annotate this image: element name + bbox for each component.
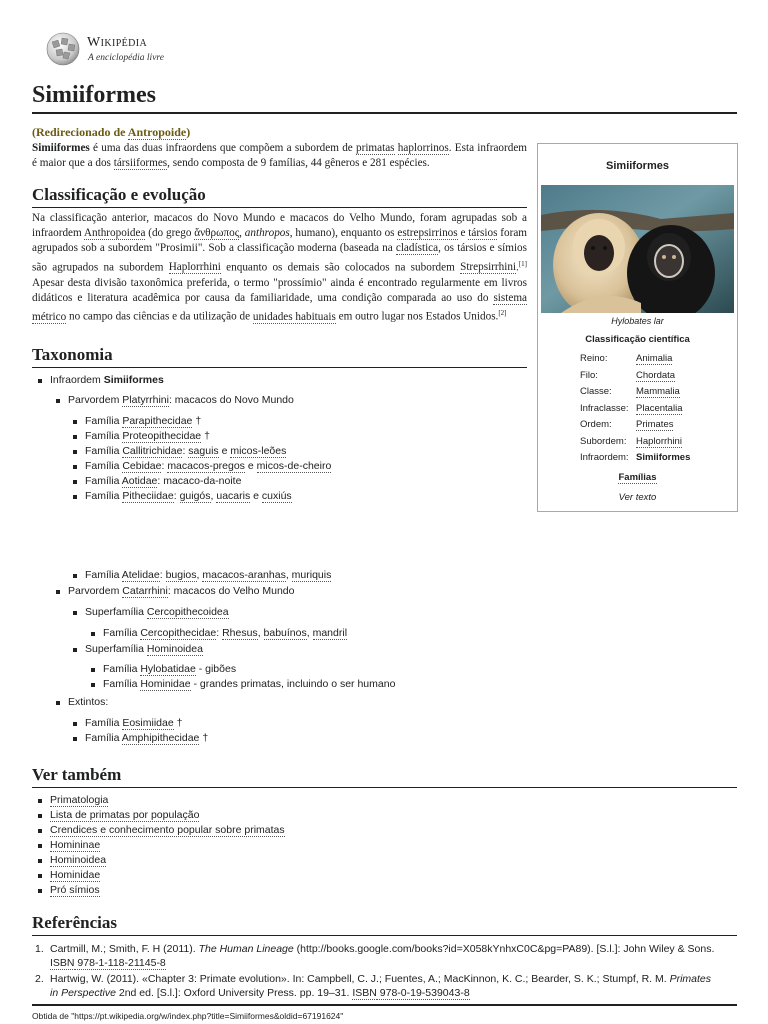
link-callitrichidae[interactable]: Callitrichidae (122, 445, 183, 457)
link-muriquis[interactable]: muriquis (291, 569, 332, 581)
intro-paragraph (32, 141, 527, 171)
text: , os társios e símios são agrupados na subordem (32, 242, 527, 274)
text: Infraordem (50, 374, 104, 386)
text: , (196, 569, 203, 581)
row-value: Simiiformes (636, 452, 691, 463)
link-proteopithecidae[interactable]: Proteopithecidae (122, 430, 202, 442)
infobox (537, 143, 738, 512)
infobox-row (580, 386, 735, 403)
text: Parvordem (68, 394, 123, 406)
list-item (67, 605, 229, 620)
text: Família (85, 732, 122, 744)
link-see-also[interactable]: Hominidae (50, 869, 101, 881)
infobox-row (580, 436, 735, 453)
link-platyrrhini[interactable]: Platyrrhini (122, 394, 169, 406)
list-item (67, 429, 331, 444)
text: , (210, 490, 217, 502)
link-macacos-aranhas[interactable]: macacos-aranhas (202, 569, 286, 581)
link-greek[interactable]: ἄνθρωπος (194, 227, 240, 240)
text: , (306, 627, 313, 639)
link-sistema-metrico[interactable]: sistema métrico (32, 291, 527, 323)
text: enquanto os demais são colocados na subordem (220, 261, 461, 274)
list-item[interactable] (32, 838, 285, 853)
link-guigos[interactable]: guigós (179, 490, 211, 502)
row-key: Infraclasse: (580, 402, 629, 414)
ref-2[interactable]: [2] (498, 308, 507, 317)
text: , humano), enquanto os (289, 227, 398, 240)
see-also-list (32, 793, 285, 898)
link-haplorrinos[interactable]: haplorrinos (397, 142, 449, 154)
text: Parvordem (68, 585, 123, 597)
footer-divider (32, 1004, 737, 1006)
text: Hartwig, W. (2011). «Chapter 3: Primate evolution». In: Campbell, C. J.; Fuentes, A.; MacKinnon, K. C.; Bearder, S. K.; Stumpf, R. M. (50, 973, 670, 985)
link-hominidae[interactable]: Hominidae (140, 678, 191, 690)
list-item[interactable] (32, 823, 285, 838)
text: Cartmill, M.; Smith, F. H (2011). (50, 943, 199, 955)
list-item (67, 459, 331, 474)
row-key: Infraordem: (580, 452, 629, 463)
text: Família (85, 430, 123, 442)
text: (do grego (145, 227, 195, 240)
wikipedia-logo[interactable] (46, 32, 186, 70)
references-list (32, 943, 722, 1003)
link-parapithecidae[interactable]: Parapithecidae (122, 415, 193, 427)
text: † (192, 415, 202, 427)
text: † (199, 732, 209, 744)
link-hylobatidae[interactable]: Hylobatidae (140, 663, 196, 675)
infobox-familias[interactable] (538, 472, 737, 483)
link-unidades-habituais[interactable]: unidades habituais (252, 310, 336, 323)
infobox-row (580, 403, 735, 420)
footer-source: Obtida de "https://pt.wikipedia.org/w/index.php?title=Simiiformes&oldid=67191624" (32, 1011, 344, 1021)
text: (http://books.google.com/books?id=X058kYnhxC0C&pg=PA89). [S.l.]: John Wiley & Sons. (293, 943, 715, 955)
text: foram agrupados sob a subordem "Prosimii". Sob a classificação moderna (baseada na (32, 227, 527, 255)
link-catarrhini[interactable]: Catarrhini (122, 585, 168, 597)
link-eosimiidae[interactable]: Eosimiidae (122, 717, 174, 729)
list-item (67, 731, 208, 746)
link-isbn[interactable]: ISBN (50, 956, 75, 969)
row-value[interactable]: Mammalia (636, 386, 680, 397)
list-item (67, 568, 331, 583)
infobox-rows (580, 353, 735, 469)
text: † (201, 430, 210, 442)
list-item (50, 393, 294, 408)
link-atelidae[interactable]: Atelidae (121, 569, 160, 581)
link-estrepsirrinos[interactable]: estrepsirrinos (397, 227, 458, 240)
link-cladistica[interactable]: cladística (395, 242, 439, 255)
ref-title[interactable]: The Human Lineage (198, 943, 294, 955)
text: Família (85, 717, 123, 729)
text: Família (103, 678, 141, 690)
list-item[interactable] (32, 883, 285, 898)
list-item (67, 642, 203, 657)
text: , sendo composta de 9 famílias, 44 gêneros e 281 espécies. (167, 157, 430, 170)
link-rhesus[interactable]: Rhesus (222, 627, 258, 639)
row-value[interactable]: Haplorrhini (636, 435, 682, 447)
taxonomy-list-6 (67, 605, 229, 620)
link-see-also[interactable]: Lista de primatas por população (50, 809, 200, 821)
ref-1[interactable]: [1] (518, 259, 527, 268)
taxonomy-list-7 (85, 626, 347, 641)
text: é uma das duas infraordens que compõem a subordem de (89, 142, 356, 154)
infobox-row (580, 370, 735, 387)
row-key: Ordem: (580, 419, 612, 430)
link-babuinos[interactable]: babuínos (263, 627, 307, 639)
text: : (182, 445, 189, 457)
reference-item (32, 943, 722, 970)
taxonomy-list-11 (67, 716, 208, 746)
text: , (239, 227, 245, 240)
list-item (32, 373, 164, 388)
text: no campo das ciências e da utilização de (66, 310, 253, 323)
text: : (216, 627, 223, 639)
text: Superfamília (85, 606, 147, 618)
text: : (159, 569, 166, 581)
text: Família (85, 460, 123, 472)
list-item[interactable] (32, 808, 285, 823)
text: Família (103, 663, 141, 675)
text: 2nd ed. [S.l.]: Oxford University Press. pp. 19–31. (115, 986, 353, 999)
list-item[interactable] (32, 868, 285, 883)
link-see-also[interactable]: Primatologia (50, 794, 109, 806)
link-haplorrhini[interactable]: Haplorrhini (168, 261, 221, 274)
link-primatas[interactable]: primatas (356, 142, 395, 154)
text-simiiformes: Simiiformes (103, 374, 164, 386)
list-item (67, 489, 331, 504)
list-item (67, 474, 331, 489)
text-anthropos: anthropos (244, 227, 290, 240)
heading-taxonomia: Taxonomia (32, 344, 527, 368)
redirect-suffix: ) (186, 125, 191, 139)
infobox-row (580, 353, 735, 370)
text: Família (85, 569, 122, 581)
link-isbn-number[interactable]: 978-1-118-21145-8 (74, 956, 166, 969)
list-item (67, 414, 331, 429)
infobox-row (580, 419, 735, 436)
link-cuxius[interactable]: cuxiús (261, 490, 292, 502)
text: - grandes primatas, incluindo o ser humano (190, 678, 396, 690)
ref-title: Primates in Perspective (50, 973, 712, 999)
puzzle-globe-icon (46, 32, 80, 66)
text: : macacos do Velho Mundo (167, 585, 295, 597)
list-item (85, 662, 395, 677)
text: em outro lugar nos Estados Unidos. (335, 310, 499, 323)
redirect-prefix: (Redirecionado de (32, 125, 128, 139)
list-item (85, 677, 395, 692)
link-bugios[interactable]: bugios (165, 569, 197, 581)
list-item[interactable] (32, 793, 285, 808)
infobox-sci-header[interactable]: Classificação científica (585, 334, 690, 345)
text: Superfamília (85, 643, 147, 655)
text: e (250, 490, 262, 502)
link-tarsios[interactable]: társios (468, 227, 498, 240)
text: e (457, 227, 469, 240)
list-item[interactable] (32, 853, 285, 868)
infobox-title: Simiiformes (606, 160, 669, 172)
text: . Esta infraordem é maior que a dos (32, 142, 527, 170)
link-see-also[interactable]: Crendices e conhecimento popular sobre primatas (50, 824, 285, 836)
taxonomy-list-4 (67, 568, 331, 583)
text: Família (85, 445, 123, 457)
page-title: Simiiformes (32, 80, 737, 114)
link-strepsirrhini[interactable]: Strepsirrhini (460, 261, 517, 274)
infobox-caption: Hylobates lar (611, 316, 664, 326)
ref-number[interactable]: 2. (35, 973, 44, 985)
link-hominoidea[interactable]: Hominoidea (146, 643, 203, 655)
reference-item (32, 973, 722, 1000)
link-cebidae[interactable]: Cebidae (122, 460, 162, 472)
text: : macaco-da-noite (157, 475, 242, 487)
row-key: Reino: (580, 353, 608, 364)
link-isbn-number[interactable]: 978-0-19-539043-8 (376, 986, 470, 999)
text: : macacos do Novo Mundo (168, 394, 294, 406)
redirect-link[interactable]: Antropoide (127, 125, 187, 139)
list-item (50, 584, 294, 599)
text-extintos: Extintos: (68, 696, 109, 708)
list-item (67, 716, 208, 731)
intro-bold: Simiiformes (32, 142, 90, 154)
link-macacos-pregos[interactable]: macacos-pregos (167, 460, 245, 472)
list-item (50, 695, 108, 710)
gibbons-image[interactable] (541, 185, 734, 313)
link-pitheciidae[interactable]: Pitheciidae (122, 490, 174, 502)
taxonomy-list-5 (50, 584, 294, 599)
row-key: Filo: (580, 369, 598, 381)
text: , (285, 569, 292, 581)
row-value[interactable]: Chordata (636, 369, 676, 381)
text: . (516, 261, 519, 274)
classificacao-paragraph (32, 211, 527, 325)
text: e (218, 445, 231, 457)
link-uacaris[interactable]: uacaris (216, 490, 251, 502)
row-value[interactable]: Placentalia (636, 402, 683, 414)
row-value[interactable]: Primates (636, 419, 674, 430)
heading-ver-tambem: Ver também (32, 764, 737, 788)
text: - gibões (195, 663, 237, 675)
link-micos-leoes[interactable]: micos-leões (230, 445, 287, 457)
text: Família (103, 627, 141, 639)
row-key: Subordem: (580, 435, 627, 447)
text: Família (85, 490, 123, 502)
taxonomy-list-2 (50, 393, 294, 408)
wordmark: Wikipédia (87, 35, 148, 50)
text: : (161, 460, 168, 472)
link-familias[interactable]: Famílias (618, 472, 657, 483)
link-see-also[interactable]: Homininae (50, 839, 101, 851)
taxonomy-list-1 (32, 373, 164, 388)
link-see-also[interactable]: Pró símios (50, 884, 100, 896)
link-tarsiiformes[interactable]: társiiformes (113, 157, 168, 170)
taxonomy-list-8 (67, 642, 203, 657)
list-item (85, 626, 347, 641)
link-aotidae[interactable]: Aotidae (121, 475, 158, 487)
redirect-notice (32, 125, 190, 140)
heading-referencias: Referências (32, 912, 737, 936)
taxonomy-list-3 (67, 414, 331, 504)
text: Na classificação anterior, macacos do Novo Mundo e macacos do Velho Mundo, foram agrupadas sob a infraordem (32, 212, 527, 240)
link-saguis[interactable]: saguis (188, 445, 219, 457)
infobox-ver-texto: Ver texto (618, 492, 657, 503)
link-cercopithecoidea[interactable]: Cercopithecoidea (146, 606, 229, 618)
link-amphipithecidae[interactable]: Amphipithecidae (121, 732, 200, 744)
text: Família (85, 415, 123, 427)
link-cercopithecidae[interactable]: Cercopithecidae (140, 627, 217, 639)
text: † (173, 717, 183, 729)
text: Família (85, 475, 122, 487)
ref-number[interactable]: 1. (35, 943, 44, 955)
tagline: A enciclopédia livre (88, 53, 164, 63)
taxonomy-list-10 (50, 695, 108, 710)
text: Apesar desta divisão taxonômica preferida, o termo "prossímio" ainda é encontrado regularmente em livros didáticos e literatura acadêmica por causa da familiaridade, uma condição comparada ao uso do (32, 276, 527, 304)
link-micos-de-cheiro[interactable]: micos-de-cheiro (256, 460, 332, 472)
link-see-also[interactable]: Hominoidea (50, 854, 107, 866)
text: : (173, 490, 180, 502)
taxonomy-list-9 (85, 662, 395, 692)
row-value[interactable]: Animalia (636, 353, 673, 364)
text: e (244, 460, 257, 472)
row-key: Classe: (580, 386, 612, 397)
link-isbn[interactable]: ISBN (352, 986, 377, 999)
text: , (257, 627, 264, 639)
list-item (67, 444, 331, 459)
infobox-row (580, 452, 735, 469)
link-mandril[interactable]: mandril (312, 627, 348, 639)
heading-classificacao: Classificação e evolução (32, 184, 527, 208)
link-anthropoidea[interactable]: Anthropoidea (83, 227, 146, 240)
